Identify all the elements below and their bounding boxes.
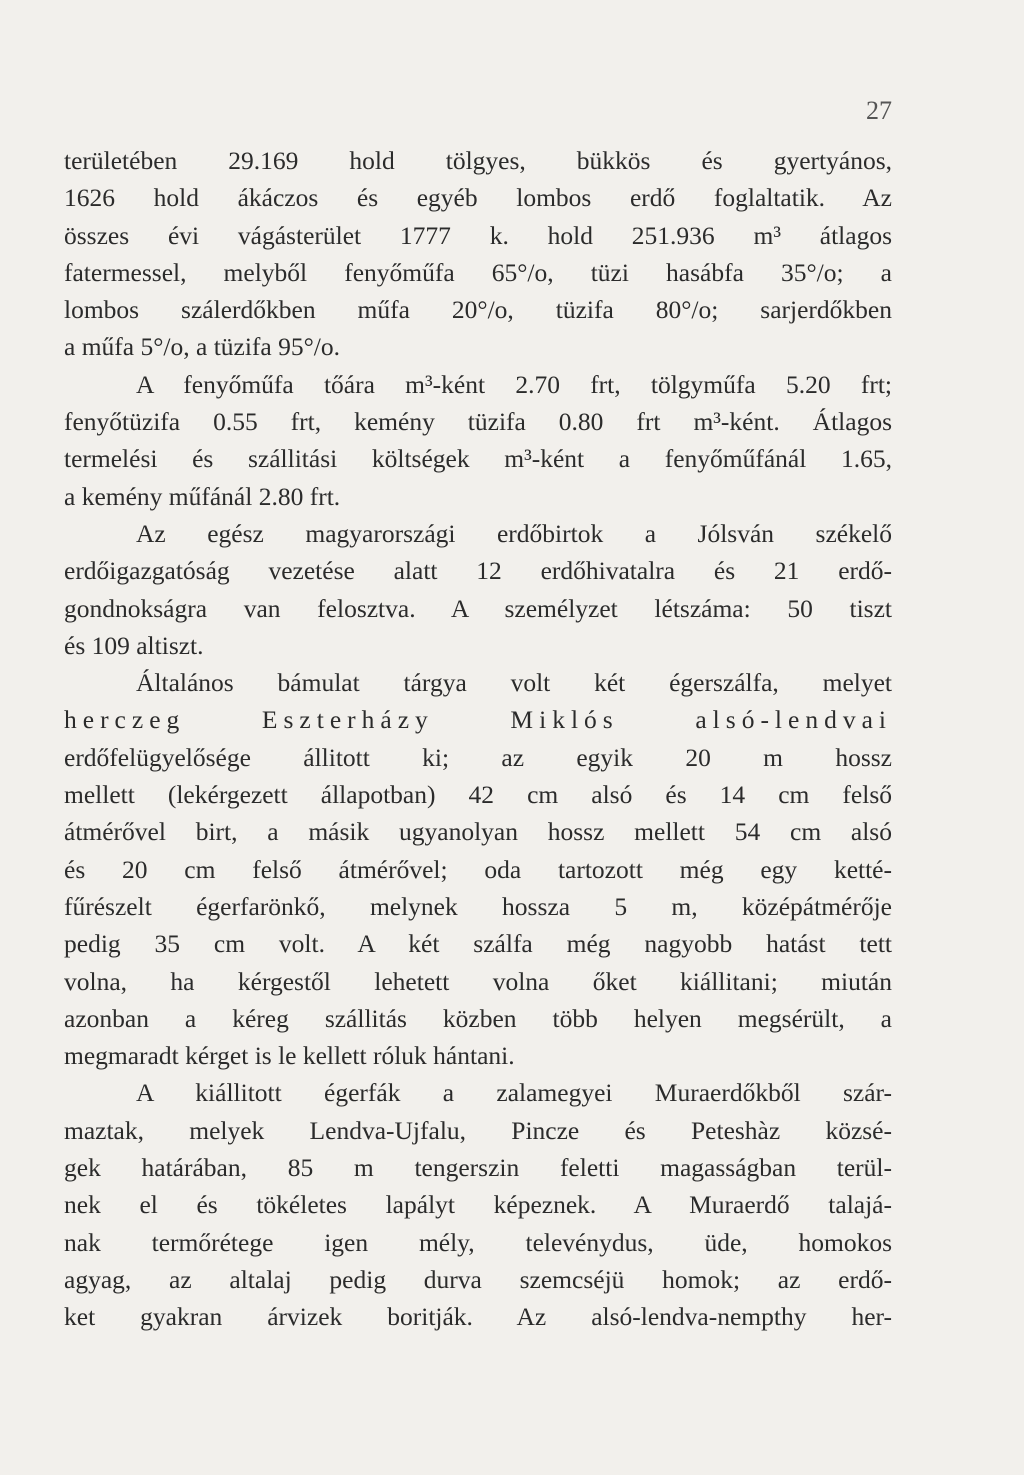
text-line: nek el és tökéletes lapályt képeznek. A Muraerdő talajá- bbox=[64, 1190, 892, 1220]
text-line: ket gyakran árvizek boritják. Az alsó-lendva-nempthy her- bbox=[64, 1302, 892, 1332]
text-line: maztak, melyek Lendva-Ujfalu, Pincze és Peteshàz közsé- bbox=[64, 1115, 892, 1145]
text-line: a műfa 5°/o, a tüzifa 95°/o. bbox=[64, 332, 341, 362]
text-line: gek határában, 85 m tengerszin feletti magasságban terül- bbox=[64, 1153, 892, 1183]
body-text bbox=[64, 142, 892, 1336]
text-line: lombos szálerdőkben műfa 20°/o, tüzifa 80°/o; sarjerdőkben bbox=[64, 295, 892, 325]
text-line: Általános bámulat tárgya volt két égerszálfa, melyet bbox=[136, 668, 892, 698]
text-line: fenyőtüzifa 0.55 frt, kemény tüzifa 0.80 frt m³-ként. Átlagos bbox=[64, 407, 892, 437]
text-line: és 20 cm felső átmérővel; oda tartozott még egy ketté- bbox=[64, 854, 892, 884]
text-line: nak termőrétege igen mély, televénydus, üde, homokos bbox=[64, 1227, 892, 1257]
text-line: összes évi vágásterület 1777 k. hold 251.936 m³ átlagos bbox=[64, 220, 892, 250]
text-line: Az egész magyarországi erdőbirtok a Jólsván székelő bbox=[136, 518, 892, 548]
page-number: 27 bbox=[866, 96, 892, 125]
text-line: agyag, az altalaj pedig durva szemcséjü homok; az erdő- bbox=[64, 1264, 892, 1294]
text-line: a kemény műfánál 2.80 frt. bbox=[64, 481, 341, 511]
text-line: megmaradt kérget is le kellett róluk hántani. bbox=[64, 1041, 515, 1071]
text-line: erdőfelügyelősége állitott ki; az egyik 20 m hossz bbox=[64, 742, 892, 772]
text-line: erdőigazgatóság vezetése alatt 12 erdőhivatalra és 21 erdő- bbox=[64, 556, 892, 586]
text-line: herczeg Eszterházy Miklós alsó-lendvai bbox=[64, 705, 892, 735]
text-line: mellett (lekérgezett állapotban) 42 cm alsó és 14 cm felső bbox=[64, 780, 892, 810]
text-line: és 109 altiszt. bbox=[64, 630, 204, 660]
text-line: pedig 35 cm volt. A két szálfa még nagyobb hatást tett bbox=[64, 929, 892, 959]
text-line: azonban a kéreg szállitás közben több helyen megsérült, a bbox=[64, 1003, 892, 1033]
text-line: átmérővel birt, a másik ugyanolyan hossz mellett 54 cm alsó bbox=[64, 817, 892, 847]
text-line: volna, ha kérgestől lehetett volna őket kiállitani; miután bbox=[64, 966, 892, 996]
text-line: fűrészelt égerfarönkő, melynek hossza 5 m, középátmérője bbox=[64, 891, 892, 921]
text-line: termelési és szállitási költségek m³-ként a fenyőműfánál 1.65, bbox=[64, 444, 892, 474]
text-line: gondnokságra van felosztva. A személyzet létszáma: 50 tiszt bbox=[64, 593, 892, 623]
text-line: A kiállitott égerfák a zalamegyei Muraerdőkből szár- bbox=[136, 1078, 892, 1108]
text-line: területében 29.169 hold tölgyes, bükkös és gyertyános, bbox=[64, 146, 892, 175]
text-line: fatermessel, melyből fenyőműfa 65°/o, tüzi hasábfa 35°/o; a bbox=[64, 257, 892, 287]
text-line: A fenyőműfa tőára m³-ként 2.70 frt, tölgyműfa 5.20 frt; bbox=[136, 369, 892, 399]
text-line: 1626 hold ákáczos és egyéb lombos erdő foglaltatik. Az bbox=[64, 183, 892, 213]
